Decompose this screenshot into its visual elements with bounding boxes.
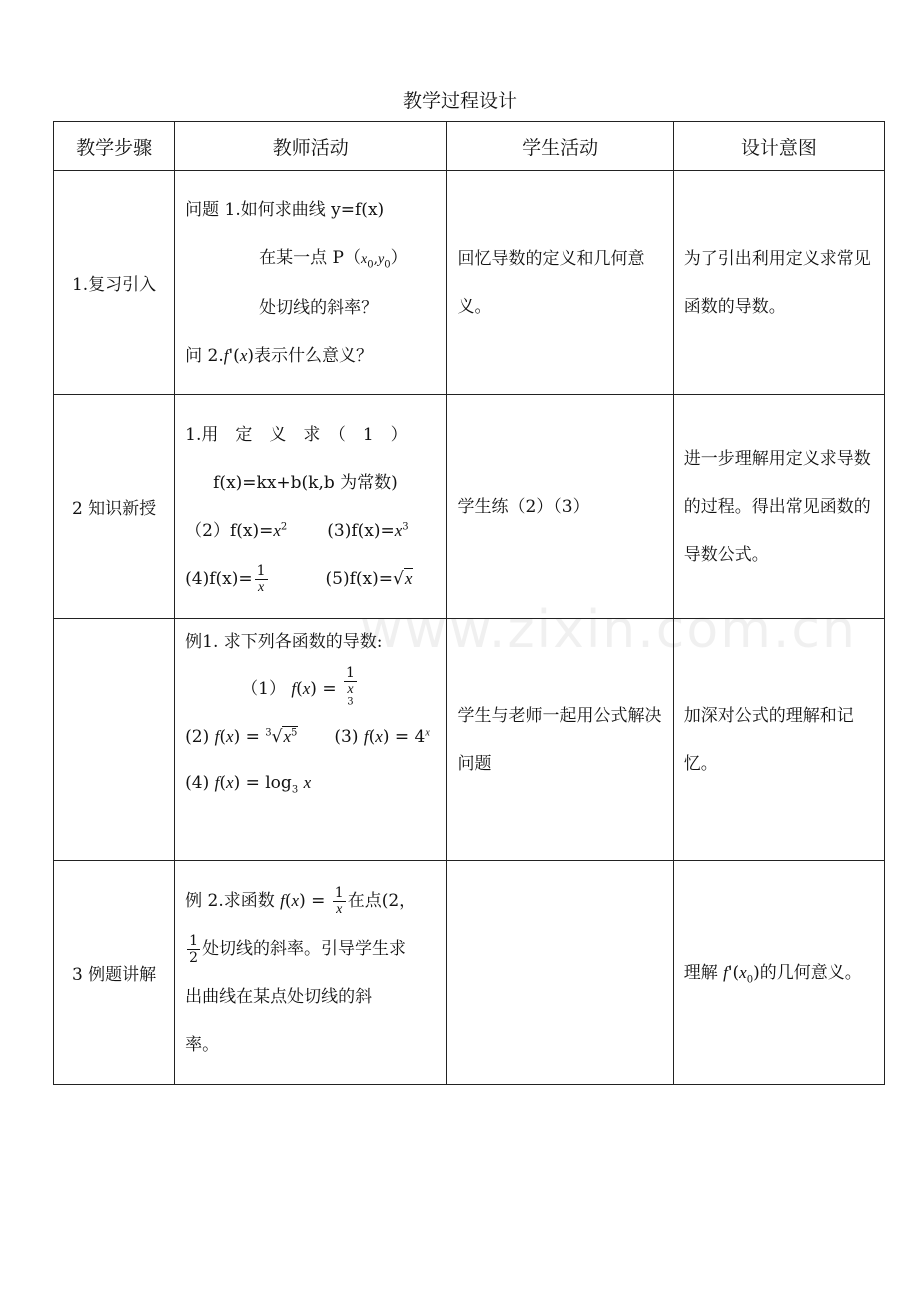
teacher-line: $\frac{1}{2}$ 处切线的斜率。引导学生求	[189, 932, 407, 966]
watermark: www.zixin.com.cn	[360, 600, 857, 660]
header-step: 教学步骤	[54, 122, 175, 171]
step-cell: 2 知识新授	[54, 395, 175, 619]
step-cell	[54, 619, 175, 861]
teacher-line: 例1. 求下列各函数的导数:	[185, 632, 383, 652]
student-cell: 学生练（2）（3）	[447, 395, 673, 619]
teacher-line: (4) $f(x) = \log_3 x$	[185, 773, 312, 796]
header-teacher: 教师活动	[175, 122, 447, 171]
teacher-line: 率。	[185, 1034, 220, 1055]
teacher-cell	[175, 395, 447, 619]
intent-cell: 进一步理解用定义求导数的过程。得出常见函数的导数公式。	[673, 395, 884, 619]
teacher-line: 处切线的斜率？	[259, 297, 379, 318]
table-row	[54, 395, 885, 619]
teacher-cell	[175, 861, 447, 1085]
table-row	[54, 619, 885, 861]
student-cell	[447, 861, 673, 1085]
header-row	[54, 122, 885, 171]
teacher-cell	[175, 619, 447, 861]
teacher-line: 在某一点 $P(x_0,y_0)$	[259, 247, 408, 270]
step-cell: 3 例题讲解	[54, 861, 175, 1085]
page-title: 教学过程设计	[402, 90, 517, 112]
student-cell: 学生与老师一起用公式解决问题	[447, 619, 673, 861]
teacher-line: (4)f(x)= $\frac{1}{x}$ (5)f(x)=√x	[185, 562, 413, 595]
header-intent: 设计意图	[673, 122, 884, 171]
teacher-line: 例 2.求函数 f(x) = $\frac{1}{x}$ 在点(2，	[185, 884, 417, 917]
teacher-line: 出曲线在某点处切线的斜	[185, 986, 373, 1007]
lesson-table	[53, 121, 885, 1085]
teacher-cell	[175, 171, 447, 395]
teacher-line: $(2)f(x)=x^2$ $(3)f(x)=x^3$	[185, 520, 409, 541]
teacher-line: 1.用 定 义 求 （ 1 ）	[185, 424, 408, 445]
table-row	[54, 861, 885, 1085]
teacher-line: f(x)=kx+b(k,b 为常数)	[213, 472, 398, 493]
header-student: 学生活动	[447, 122, 673, 171]
student-cell: 回忆导数的定义和几何意义。	[447, 171, 673, 395]
table-row	[54, 171, 885, 395]
intent-cell: 加深对公式的理解和记忆。	[673, 619, 884, 861]
teacher-line: (2) $f(x) = ^3√x^5$ (3) $f(x) = 4^x$	[185, 727, 430, 747]
teacher-line: （1） f(x) = 1 x $^3$	[241, 665, 355, 708]
teacher-line: 问 2.f'(x)表示什么意义？	[185, 345, 373, 366]
intent-cell: 理解 $f'(x_0)$的几何意义。	[673, 861, 884, 1085]
intent-cell: 为了引出利用定义求常见函数的导数。	[673, 171, 884, 395]
teacher-line: 问题 1.如何求曲线 y=f(x)	[185, 199, 385, 220]
step-cell: 1.复习引入	[54, 171, 175, 395]
